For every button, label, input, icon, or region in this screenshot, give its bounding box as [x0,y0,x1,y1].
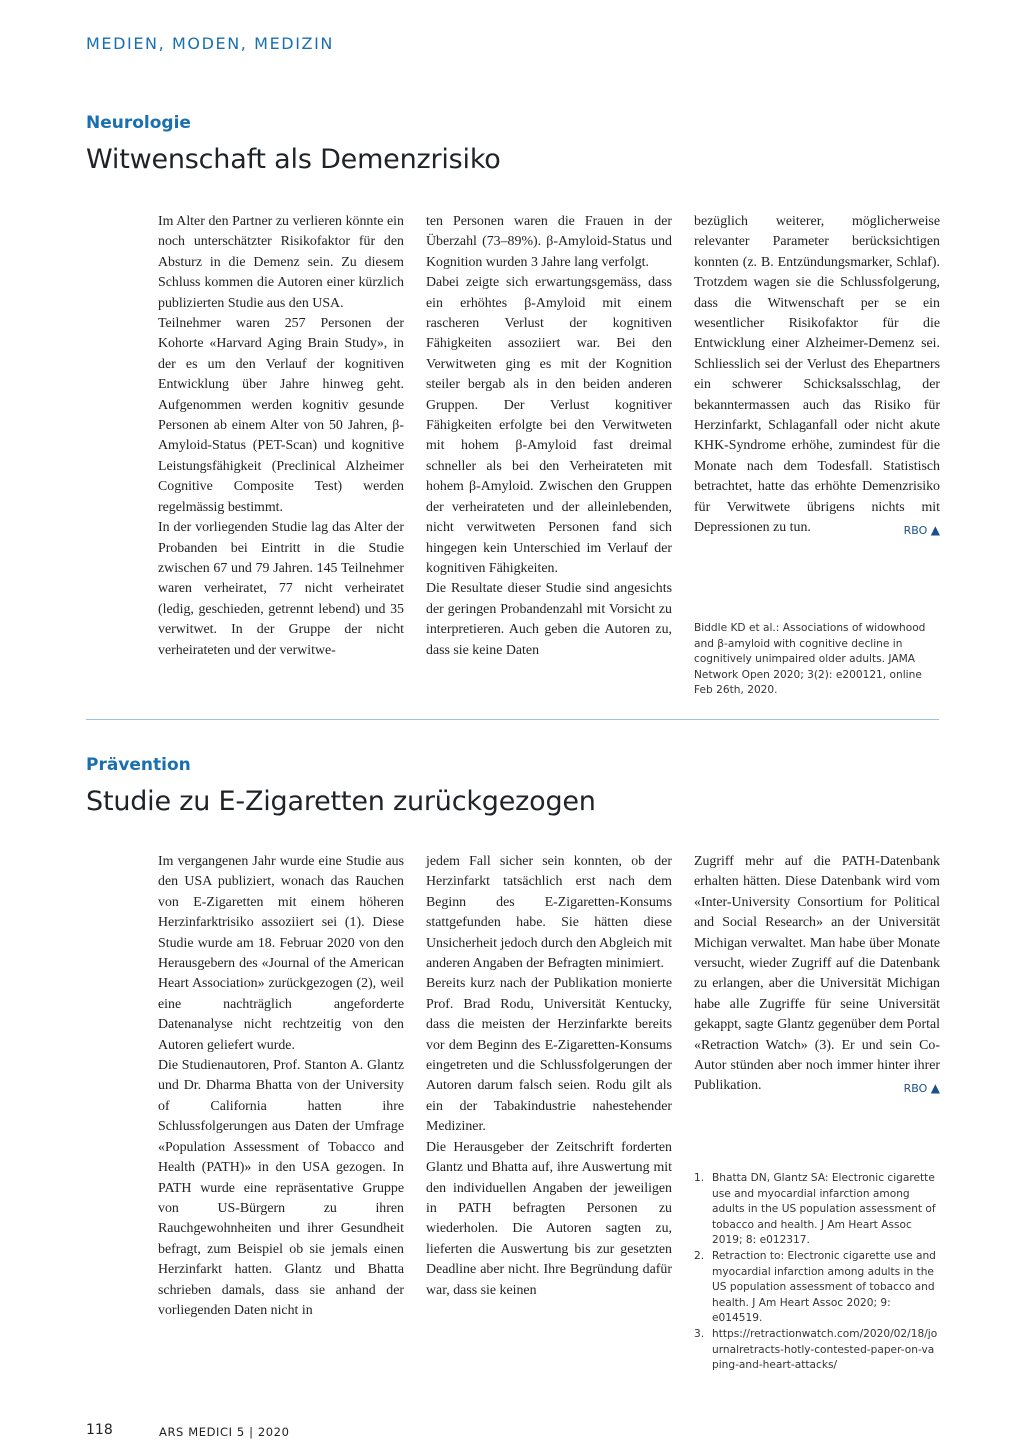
signature-label: RBO [903,1082,928,1096]
paragraph: Die Resultate dieser Studie sind angesichts der geringen Probandenzahl mit Vorsicht zu interpretieren. Auch geben die Autoren zu, dass sie keine Daten [426,581,672,658]
author-signature [904,1078,940,1099]
paragraph: Teilnehmer waren 257 Personen der Kohorte «Harvard Aging Brain Study», in der es um den Verlauf der kognitiven Entwicklung über Jahre hinweg geht. Aufgenommen werden kognitiv gesunde Personen ab einem Alter von 50 Jahren, β-Amyloid-Status (PET-Scan) und kognitive Leistungsfähigkeit (Preclinical Alzheimer Cognitive Composite Test) werden regelmässig bestimmt. [158,316,404,515]
paragraph: Im vergangenen Jahr wurde eine Studie aus den USA publiziert, wonach das Rauchen von E-Zigaretten mit einem höheren Herzinfarktrisiko assoziiert sei (1). Diese Studie wurde am 18. Februar 2020 von den Herausgebern des «Journal of the American Heart Association» zurückgezogen (2), weil eine nachträglich angeforderte Datenanalyse nicht rechtzeitig von den Autoren geliefert wurde. [158,854,404,1053]
article1-title: Witwenschaft als Demenzrisiko [86,144,501,175]
article1-column-3 [694,212,940,542]
reference-text: Retraction to: Electronic cigarette use and myocardial infarction among adults in the US population assessment of tobacco and health. J Am Heart Assoc 2020; 9: e014519. [712,1249,936,1325]
end-triangle-icon: ▲ [930,1081,940,1096]
paragraph: Bereits kurz nach der Publikation monierte Prof. Brad Rodu, Universität Kentucky, dass die meisten der Herzinfarkte bereits vor dem Beginn des E-Zigaretten-Konsums eingetreten und die Schlussfolgerungen der Autoren darum falsch seien. Rodu gilt als ein der Tabakindustrie nahestehender Mediziner. [426,976,672,1135]
paragraph: Die Studienautoren, Prof. Stanton A. Glantz und Dr. Dharma Bhatta von der University of California hatten ihre Schlussfolgerungen aus Daten der Umfrage «Population Assessment of Tobacco and Health (PATH)» in den USA gezogen. In PATH wurde eine repräsentative Gruppe von US-Bürgern zu ihren Rauchgewohnheiten und ihrer Gesundheit befragt, zum Beispiel ob sie jemals einen Herzinfarkt hatten. Glantz und Bhatta schrieben damals, dass sie anhand der vorliegenden Daten nicht in [158,1058,404,1318]
reference-item [694,1171,940,1249]
paragraph: Die Herausgeber der Zeitschrift forderten Glantz und Bhatta auf, ihre Auswertung mit den individuellen Angaben der jeweiligen in PATH befragten Personen zu wiederholen. Die Autoren sagten zu, lieferten die Auswertung bis zur gesetzten Deadline aber nicht. Ihre Begründung dafür war, dass sie keinen [426,1139,672,1298]
section-header: MEDIEN, MODEN, MEDIZIN [86,34,334,53]
paragraph-text: bezüglich weiterer, möglicherweise relevanter Parameter berücksichtigen konnten (z. B. Entzündungsmarker, Schlaf). Trotzdem wagen sie die Schlussfolgerung, dass die Witwenschaft per se ein wesentlicher Risikofaktor für die Entwicklung einer Alzheimer-Demenz sei. Schliesslich sei der Verlust des Ehepartners ein schwerer Schicksalsschlag, der bekanntermassen auch das Risiko für Herzinfarkt, Schlaganfall oder nicht akute KHK-Syndrome erhöhe, zumindest für die Monate nach dem Todesfall. Statistisch betrachtet, hatte das erhöhte Demenzrisiko für Verwitwete übrigens nichts mit Depressionen zu tun. [694,214,940,536]
reference-number: 1. [694,1172,705,1184]
paragraph: Dabei zeigte sich erwartungsgemäss, dass ein erhöhtes β-Amyloid mit einem rascheren Verlust der kognitiven Fähigkeiten assoziiert war. Bei den Verwitweten ging es mit der Kognition steiler bergab als in den beiden anderen Gruppen. Der Verlust kognitiver Fähigkeiten erfolgte bei den Verwitweten mit hohem β-Amyloid fast dreimal schneller als bei den Verheirateten mit hohem β-Amyloid. Zwischen den Gruppen der verheirateten und der alleinlebenden, nicht verwitweten Personen fand sich hingegen kein Unterschied im Verlauf der kognitiven Fähigkeiten. [426,275,672,576]
article1-reference [694,621,940,699]
paragraph: Im Alter den Partner zu verlieren könnte ein noch unterschätzter Risikofaktor für den Absturz in die Demenz sein. Zu diesem Schluss kommen die Autoren einer kürzlich publizierten Studie aus den USA. [158,214,404,311]
article2-kicker: Prävention [86,755,191,775]
paragraph: In der vorliegenden Studie lag das Alter der Probanden bei Eintritt in die Studie zwischen 67 und 79 Jahren. 145 Teilnehmer waren verheiratet, 77 nicht verheiratet (ledig, geschieden, getrennt lebend) und 35 verwitwet. In der Gruppe der nicht verheirateten und der verwitwe- [158,520,404,658]
article2-references [694,1171,940,1374]
article2-column-1 [158,852,404,1321]
end-triangle-icon: ▲ [930,523,940,538]
reference-item [694,1327,940,1374]
page-number: 118 [86,1422,113,1438]
article2-title: Studie zu E-Zigaretten zurückgezogen [86,786,596,817]
reference-url: https://retractionwatch.com/2020/02/18/journalretracts-hotly-contested-paper-on-vaping-and-heart-attacks/ [712,1327,938,1372]
article1-column-1 [158,212,404,661]
author-signature [904,520,940,541]
paragraph [694,852,940,1097]
reference-number: 3. [694,1327,705,1340]
article2-column-2 [426,852,672,1301]
paragraph: jedem Fall sicher sein konnten, ob der Herzinfarkt tatsächlich erst nach dem Beginn des E-Zigaretten-Konsums stattgefunden habe. Sie hätten diese Unsicherheit jedoch durch den Abgleich mit anderen Angaben der Befragten minimiert. [426,854,672,972]
article1-column-2 [426,212,672,661]
reference-item [694,1249,940,1327]
paragraph-text: Zugriff mehr auf die PATH-Datenbank erhalten hätten. Diese Datenbank wird vom «Inter-University Consortium for Political and Social Research» an der Universität Michigan verwaltet. Man habe über Monate versucht, wieder Zugriff auf die Datenbank zu erlangen, aber die Universität Michigan habe alle Zugriffe für seine Universität gekappt, sagte Glantz gegenüber dem Portal «Retraction Watch» (3). Er und sein Co-Autor stünden aber noch immer hinter ihrer Publikation. [694,854,940,1094]
article2-column-3 [694,852,940,1100]
paragraph: ten Personen waren die Frauen in der Überzahl (73–89%). β-Amyloid-Status und Kognition wurden 3 Jahre lang verfolgt. [426,214,672,270]
article1-kicker: Neurologie [86,113,191,133]
section-divider [86,719,939,720]
journal-info: ARS MEDICI 5 | 2020 [159,1425,290,1439]
paragraph [694,212,940,539]
reference-text: Bhatta DN, Glantz SA: Electronic cigarette use and myocardial infarction among adults in the US population assessment of tobacco and health. J Am Heart Assoc 2019; 8: e012317. [712,1172,936,1247]
reference-text: Biddle KD et al.: Associations of widowhood and β-amyloid with cognitive decline in cognitively unimpaired older adults. JAMA Network Open 2020; 3(2): e200121, online Feb 26th, 2020. [694,622,926,697]
reference-number: 2. [694,1249,705,1262]
signature-label: RBO [903,524,928,538]
